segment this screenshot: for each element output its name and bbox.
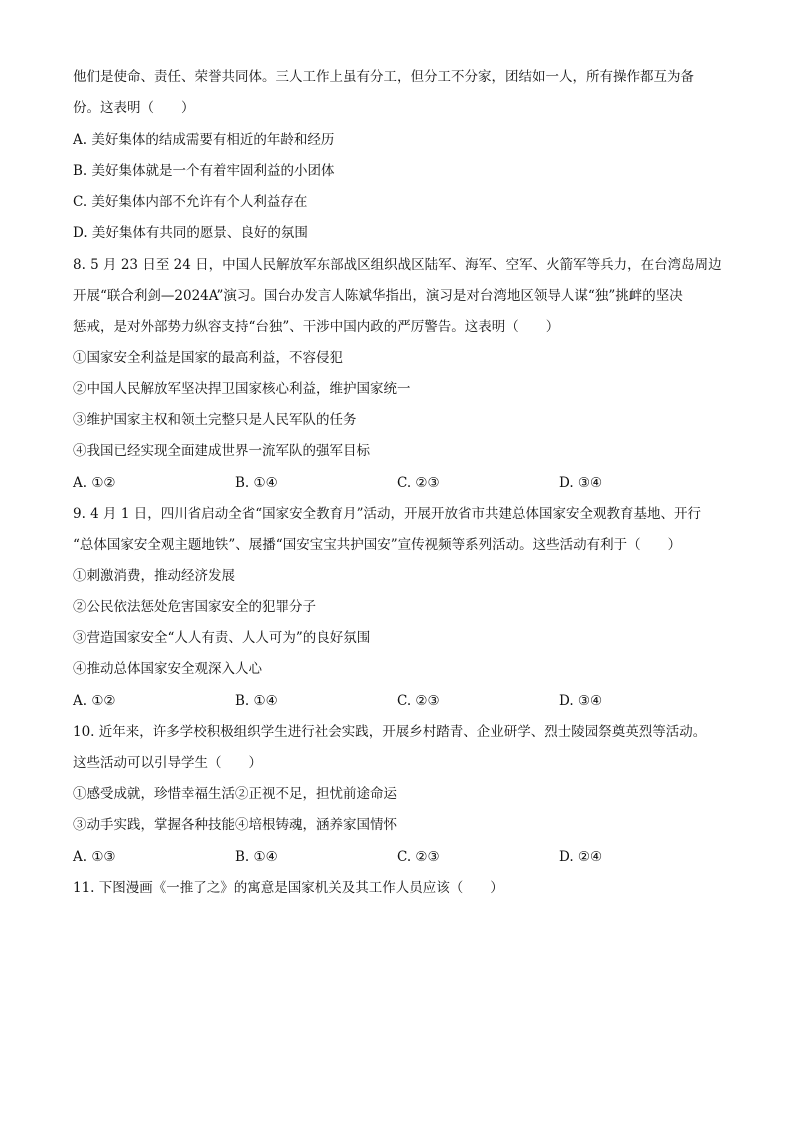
q8-stem-line2: 开展“联合利剑—2024A”演习。国台办发言人陈斌华指出，演习是对台湾地区领导人谋“独”挑衅的坚决: [73, 288, 683, 304]
q8-stem-line1: 8. 5 月 23 日至 24 日，中国人民解放军东部战区组织战区陆军、海军、空军、火箭军等兵力，在台湾岛周边: [73, 257, 722, 273]
q10-stem-line2: 这些活动可以引导学生（ ）: [73, 755, 262, 771]
q7-option-a: A. 美好集体的结成需要有相近的年龄和经历: [73, 132, 335, 148]
q10-statements-line2: ③动手实践，掌握各种技能④培根铸魂，涵养家国情怀: [73, 817, 397, 833]
q10-option-d: D. ②④: [559, 849, 603, 865]
q7-option-d: D. 美好集体有共同的愿景、良好的氛围: [73, 225, 308, 241]
q10-options: [73, 848, 733, 866]
q7-option-c: C. 美好集体内部不允许有个人利益存在: [73, 194, 308, 210]
q8-statement-1: ①国家安全利益是国家的最高利益，不容侵犯: [73, 350, 343, 366]
q8-statement-3: ③维护国家主权和领土完整只是人民军队的任务: [73, 412, 357, 428]
q9-statement-3: ③营造国家安全“人人有责、人人可为”的良好氛围: [73, 630, 371, 646]
q9-statement-1: ①刺激消费，推动经济发展: [73, 568, 235, 584]
q10-option-a: A. ①③: [73, 849, 116, 865]
q10-option-b: B. ①④: [235, 849, 278, 865]
q8-stem-line3: 惩戒，是对外部势力纵容支持“台独”、干涉中国内政的严厉警告。这表明（ ）: [73, 319, 560, 335]
q8-options: [73, 474, 733, 492]
q7-option-b: B. 美好集体就是一个有着牢固利益的小团体: [73, 163, 335, 179]
q9-option-c: C. ②③: [397, 693, 440, 709]
q8-option-a: A. ①②: [73, 475, 116, 491]
q9-stem-line2: “总体国家安全观主题地铁”、展播“国安宝宝共护国安”宣传视频等系列活动。这些活动有利于（ ）: [73, 537, 682, 553]
q10-stem-line1: 10. 近年来，许多学校积极组织学生进行社会实践，开展乡村踏青、企业研学、烈士陵园祭奠英烈等活动。: [73, 724, 707, 740]
q9-option-a: A. ①②: [73, 693, 116, 709]
q11-stem-line1: 11. 下图漫画《一推了之》的寓意是国家机关及其工作人员应该（ ）: [73, 880, 504, 896]
q9-statement-4: ④推动总体国家安全观深入人心: [73, 661, 262, 677]
q8-statement-4: ④我国已经实现全面建成世界一流军队的强军目标: [73, 443, 370, 459]
q7-stem-line1: 他们是使命、责任、荣誉共同体。三人工作上虽有分工，但分工不分家，团结如一人，所有操作都互为备: [73, 69, 694, 85]
q10-option-c: C. ②③: [397, 849, 440, 865]
q9-options: [73, 692, 733, 710]
q7-stem-line2: 份。这表明（ ）: [73, 100, 195, 116]
q8-option-c: C. ②③: [397, 475, 440, 491]
q9-option-d: D. ③④: [559, 693, 603, 709]
q9-statement-2: ②公民依法惩处危害国家安全的犯罪分子: [73, 599, 316, 615]
q9-option-b: B. ①④: [235, 693, 278, 709]
q10-statements-line1: ①感受成就，珍惜幸福生活②正视不足，担忧前途命运: [73, 786, 397, 802]
q8-statement-2: ②中国人民解放军坚决捍卫国家核心利益，维护国家统一: [73, 381, 411, 397]
q9-stem-line1: 9. 4 月 1 日，四川省启动全省“国家安全教育月”活动，开展开放省市共建总体国家安全观教育基地、开行: [73, 506, 702, 522]
q8-option-b: B. ①④: [235, 475, 278, 491]
q8-option-d: D. ③④: [559, 475, 603, 491]
